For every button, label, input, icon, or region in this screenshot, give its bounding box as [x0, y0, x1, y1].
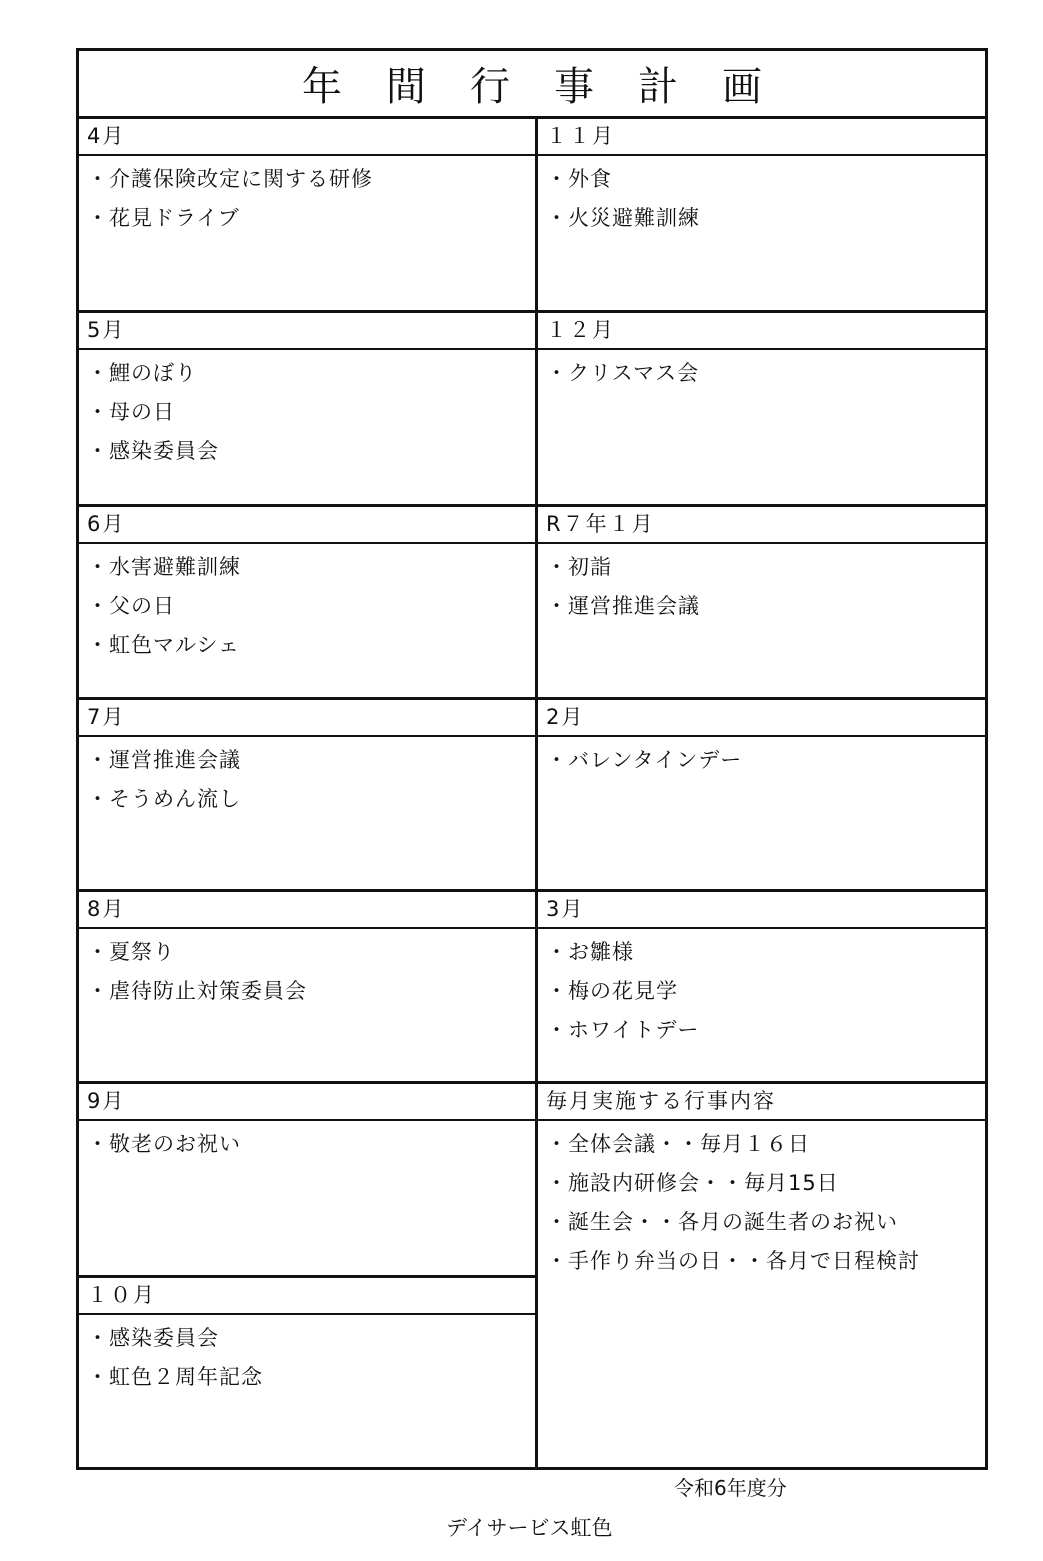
month-heading: 3月 [538, 892, 988, 929]
month-heading: １０月 [79, 1278, 535, 1315]
event-list [79, 350, 535, 471]
event-item: ・施設内研修会・・毎月15日 [546, 1171, 839, 1195]
month-heading: 8月 [79, 892, 535, 929]
event-list [538, 737, 988, 780]
event-item: ・感染委員会 [87, 1326, 219, 1350]
event-item: ・ホワイトデー [546, 1018, 700, 1042]
event-item: ・夏祭り [87, 940, 175, 964]
month-heading: 9月 [79, 1084, 535, 1121]
event-item: ・介護保険改定に関する研修 [87, 167, 373, 191]
event-item: ・運営推進会議 [546, 594, 700, 618]
right-block-1 [538, 313, 988, 507]
left-block-3 [79, 700, 535, 892]
event-item: ・虹色２周年記念 [87, 1365, 263, 1389]
event-item: ・運営推進会議 [87, 748, 241, 772]
event-item: ・全体会議・・毎月１６日 [546, 1132, 810, 1156]
event-item: ・母の日 [87, 400, 175, 424]
left-block-6 [79, 1278, 535, 1470]
right-block-3 [538, 700, 988, 892]
event-item: ・父の日 [87, 594, 175, 618]
event-list [79, 1315, 535, 1397]
event-item: ・バレンタインデー [546, 748, 743, 772]
right-block-4 [538, 892, 988, 1084]
event-item: ・鯉のぼり [87, 361, 197, 385]
month-heading: 2月 [538, 700, 988, 737]
event-item: ・手作り弁当の日・・各月で日程検討 [546, 1249, 920, 1273]
page-title: 年間行事計画 [79, 51, 985, 119]
month-heading: 毎月実施する行事内容 [538, 1084, 988, 1121]
month-heading: 5月 [79, 313, 535, 350]
left-block-0 [79, 119, 535, 313]
schedule-sheet [76, 48, 988, 1470]
event-item: ・外食 [546, 167, 612, 191]
event-item: ・お雛様 [546, 940, 634, 964]
event-item: ・水害避難訓練 [87, 555, 241, 579]
month-heading: １１月 [538, 119, 988, 156]
event-list [79, 1121, 535, 1164]
organization-name: デイサービス虹色 [446, 1516, 613, 1540]
left-block-1 [79, 313, 535, 507]
left-block-2 [79, 507, 535, 700]
event-list [538, 350, 988, 393]
month-heading: １２月 [538, 313, 988, 350]
right-column [535, 119, 988, 1467]
event-item: ・虐待防止対策委員会 [87, 979, 307, 1003]
event-list [538, 1121, 988, 1281]
event-list [79, 929, 535, 1011]
right-block-0 [538, 119, 988, 313]
event-list [538, 929, 988, 1050]
event-list [79, 544, 535, 665]
event-item: ・そうめん流し [87, 787, 241, 811]
right-block-5 [538, 1084, 988, 1470]
month-heading: 6月 [79, 507, 535, 544]
event-list [538, 156, 988, 238]
event-item: ・初詣 [546, 555, 612, 579]
month-heading: R７年１月 [538, 507, 988, 544]
event-item: ・感染委員会 [87, 439, 219, 463]
event-item: ・火災避難訓練 [546, 206, 700, 230]
event-item: ・クリスマス会 [546, 361, 700, 385]
fiscal-year-label: 令和6年度分 [674, 1476, 787, 1500]
event-item: ・虹色マルシェ [87, 633, 241, 657]
event-list [79, 156, 535, 238]
right-block-2 [538, 507, 988, 700]
event-item: ・敬老のお祝い [87, 1132, 241, 1156]
event-item: ・梅の花見学 [546, 979, 678, 1003]
event-list [79, 737, 535, 819]
event-item: ・誕生会・・各月の誕生者のお祝い [546, 1210, 898, 1234]
left-column [79, 119, 535, 1467]
left-block-5 [79, 1084, 535, 1278]
month-heading: 4月 [79, 119, 535, 156]
event-item: ・花見ドライブ [87, 206, 240, 230]
month-heading: 7月 [79, 700, 535, 737]
left-block-4 [79, 892, 535, 1084]
event-list [538, 544, 988, 626]
